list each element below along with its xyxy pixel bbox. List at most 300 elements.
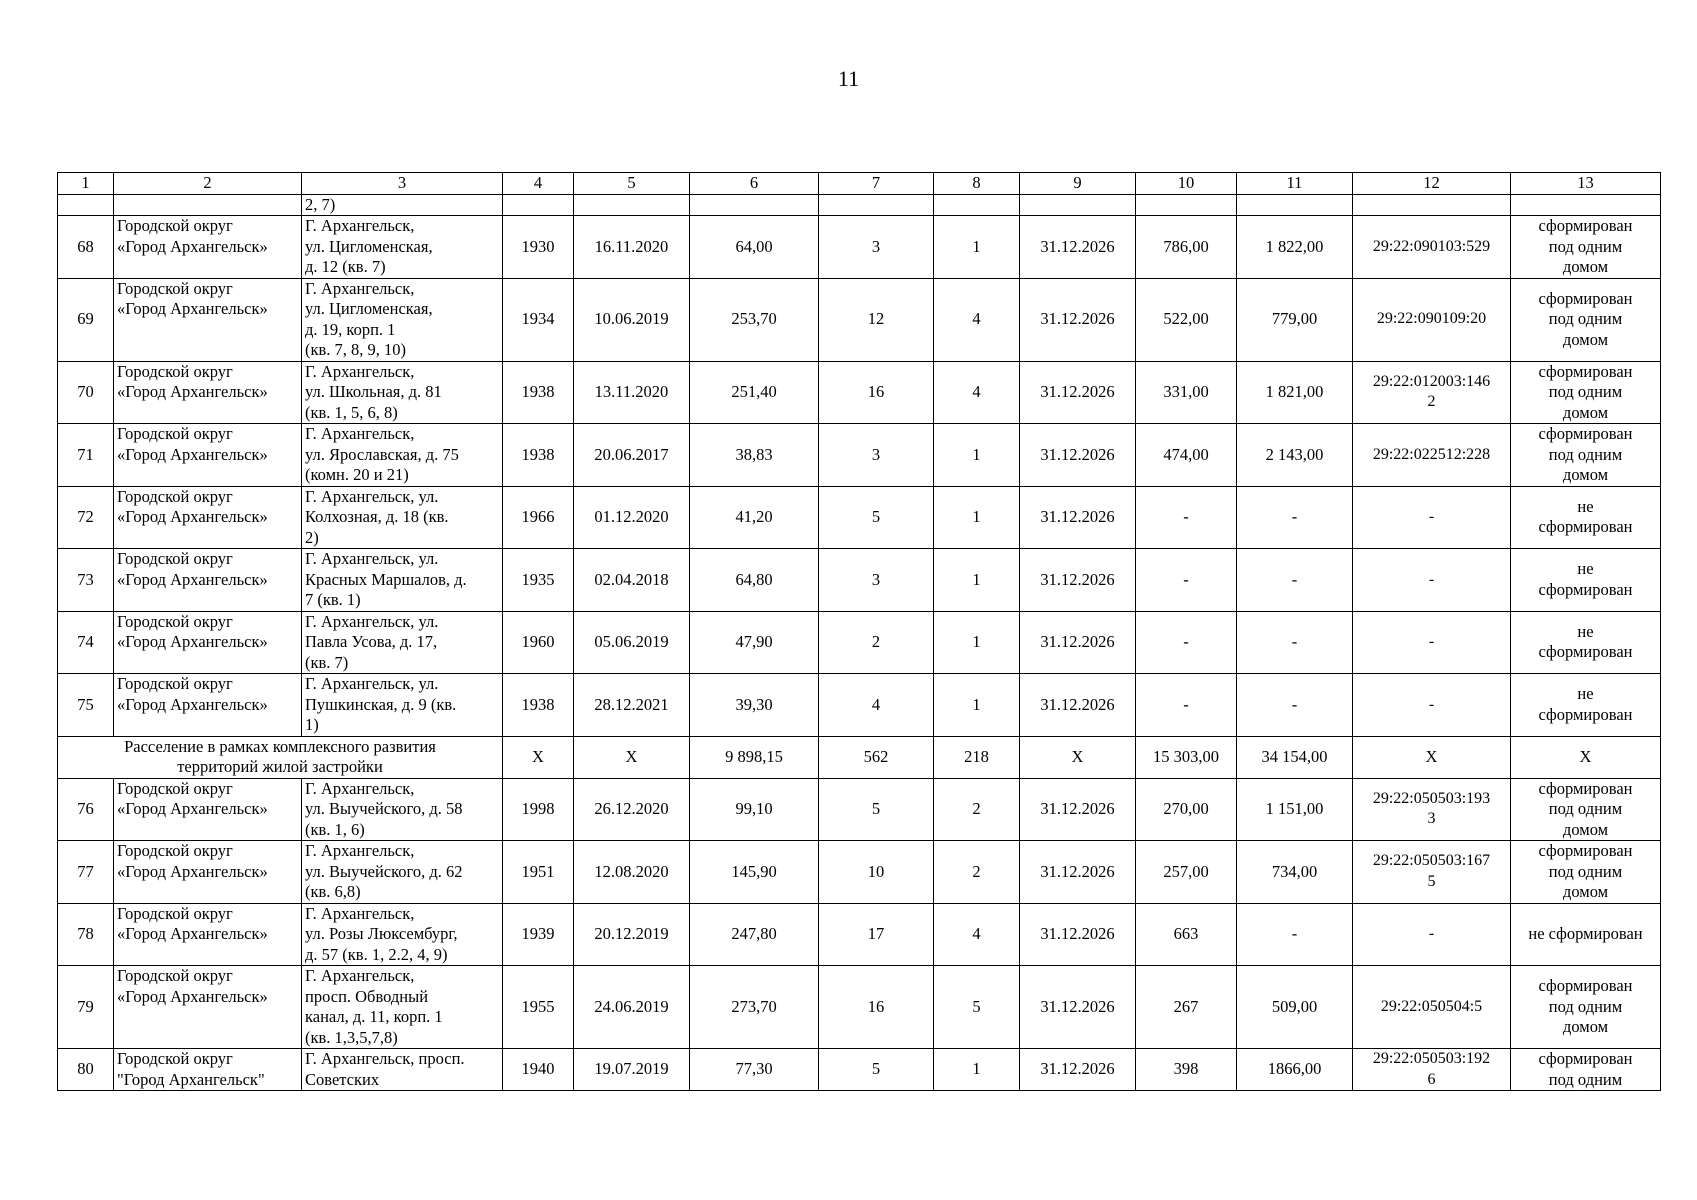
cell-status-line: под одним <box>1548 309 1623 329</box>
cell-deadline: 31.12.2026 <box>1020 674 1136 737</box>
cell-c10: 331,00 <box>1136 361 1237 424</box>
cell-premises: 1 <box>934 1049 1020 1091</box>
cell-year: 1939 <box>503 903 574 966</box>
cell-deadline: 31.12.2026 <box>1020 611 1136 674</box>
table-row <box>58 549 1661 612</box>
cell-premises: 5 <box>934 966 1020 1049</box>
cell-owner-line: Городской округ <box>117 549 233 568</box>
cell-address-line: Пушкинская, д. 9 (кв. <box>305 694 457 714</box>
cell <box>114 194 302 216</box>
cell-address-line: (кв. 6,8) <box>305 882 361 901</box>
table-row <box>58 1049 1661 1091</box>
cell-status-line: домом <box>1562 882 1609 901</box>
summary-c8: 218 <box>934 736 1020 778</box>
cell-owner-line: «Город Архангельск» <box>117 236 268 256</box>
cell-cadastral <box>1353 841 1511 904</box>
cell-address-line: канал, д. 11, корп. 1 <box>305 1007 443 1026</box>
cell-date: 20.06.2017 <box>574 424 690 487</box>
cell-status-line: не <box>1577 496 1594 516</box>
cell-owner-line: «Город Архангельск» <box>117 444 268 464</box>
cell-cadastral <box>1353 424 1511 487</box>
cell-status-line: не <box>1577 684 1594 704</box>
cell <box>1353 194 1511 216</box>
cell-cadastral <box>1353 611 1511 674</box>
summary-c6: 9 898,15 <box>690 736 819 778</box>
cell-cadastral-line: 29:22:012003:146 <box>1372 372 1491 390</box>
table-body <box>58 173 1661 1091</box>
cell-c11: - <box>1237 549 1353 612</box>
cell-deadline: 31.12.2026 <box>1020 966 1136 1049</box>
table-row <box>58 841 1661 904</box>
cell-cadastral <box>1353 549 1511 612</box>
cell-cadastral-line: 6 <box>1427 1070 1436 1088</box>
cell-status-line: домом <box>1562 1017 1609 1037</box>
resettlement-table <box>57 172 1661 1091</box>
cell-people: 3 <box>819 424 934 487</box>
cell-status <box>1511 361 1661 424</box>
cell-status-line: под одним <box>1548 861 1623 881</box>
cell <box>503 194 574 216</box>
cell-c10: - <box>1136 674 1237 737</box>
cell-year: 1930 <box>503 216 574 279</box>
cell-address-line: (кв. 7, 8, 9, 10) <box>305 340 407 359</box>
cell-cadastral <box>1353 486 1511 549</box>
column-number: 6 <box>690 173 819 195</box>
cell-number: 75 <box>58 674 114 737</box>
cell-number: 78 <box>58 903 114 966</box>
cell-date: 13.11.2020 <box>574 361 690 424</box>
cell-c11: 1 151,00 <box>1237 778 1353 841</box>
cell-c11: - <box>1237 486 1353 549</box>
cell-cadastral-line: 2 <box>1427 393 1436 411</box>
cell-address-line: Г. Архангельск, ул. <box>305 549 439 568</box>
cell-deadline: 31.12.2026 <box>1020 361 1136 424</box>
cell-status-line: под одним <box>1548 996 1623 1016</box>
cell-people: 16 <box>819 361 934 424</box>
cell-deadline: 31.12.2026 <box>1020 486 1136 549</box>
cell-date: 05.06.2019 <box>574 611 690 674</box>
cell-date: 20.12.2019 <box>574 903 690 966</box>
cell-address-line: Г. Архангельск, <box>305 361 415 381</box>
cell-status-line: сформирован <box>1538 579 1633 599</box>
cell-status-line: домом <box>1562 257 1609 276</box>
summary-row <box>58 736 1661 778</box>
cell-date: 01.12.2020 <box>574 486 690 549</box>
cell-status-line: сформирован <box>1538 216 1633 235</box>
column-number: 5 <box>574 173 690 195</box>
cell-year: 1938 <box>503 424 574 487</box>
cell-premises: 1 <box>934 424 1020 487</box>
cell-year: 1938 <box>503 674 574 737</box>
cell-address-line: ул. Выучейского, д. 58 <box>305 799 463 818</box>
cell-status-line: сформирован <box>1538 778 1633 798</box>
cell <box>1020 194 1136 216</box>
cell-owner <box>114 778 302 841</box>
cell-address-line: 2) <box>305 527 319 547</box>
cell <box>934 194 1020 216</box>
cell-address-line: Г. Архангельск, <box>305 903 415 923</box>
column-number: 13 <box>1511 173 1661 195</box>
cell-area: 47,90 <box>690 611 819 674</box>
cell <box>1136 194 1237 216</box>
cell-address-line: Г. Архангельск, <box>305 216 415 235</box>
cell-premises: 1 <box>934 486 1020 549</box>
cell-status-line: домом <box>1562 329 1609 349</box>
cell-number: 68 <box>58 216 114 279</box>
cell-owner-line: «Город Архангельск» <box>117 799 268 818</box>
cell-owner-line: Городской округ <box>117 841 233 860</box>
page-number: 11 <box>837 66 860 91</box>
cell-address-line: д. 57 (кв. 1, 2.2, 4, 9) <box>305 944 448 964</box>
cell-c10: 474,00 <box>1136 424 1237 487</box>
cell-address <box>302 486 503 549</box>
cell-address-line: Г. Архангельск, <box>305 278 415 298</box>
cell-area: 247,80 <box>690 903 819 966</box>
cell-cadastral <box>1353 278 1511 361</box>
cell-address-line: Г. Архангельск, <box>305 841 415 860</box>
summary-label-line: Расселение в рамках комплексного развития <box>124 736 436 756</box>
cell-status <box>1511 486 1661 549</box>
summary-c12: X <box>1353 736 1511 778</box>
summary-label-line: территорий жилой застройки <box>177 757 383 776</box>
cell-cadastral <box>1353 674 1511 737</box>
cell-address: 2, 7) <box>302 194 503 216</box>
column-number: 1 <box>58 173 114 195</box>
table-row <box>58 966 1661 1049</box>
cell-owner <box>114 674 302 737</box>
cell-address-line: ул. Цигломенская, <box>305 299 433 318</box>
cell-date: 16.11.2020 <box>574 216 690 279</box>
summary-c11: 34 154,00 <box>1237 736 1353 778</box>
cell-year: 1955 <box>503 966 574 1049</box>
cell-status <box>1511 778 1661 841</box>
cell-cadastral-line: - <box>1428 695 1435 713</box>
cell-status-line: под одним <box>1548 444 1623 464</box>
cell-address-line: Г. Архангельск, <box>305 424 415 443</box>
continuation-row <box>58 194 1661 216</box>
cell-address-line: Г. Архангельск, ул. <box>305 674 439 693</box>
cell-deadline: 31.12.2026 <box>1020 424 1136 487</box>
cell-c10: 398 <box>1136 1049 1237 1091</box>
cell-status <box>1511 611 1661 674</box>
cell-address-line: Красных Маршалов, д. <box>305 569 467 589</box>
cell-status <box>1511 841 1661 904</box>
cell-premises: 2 <box>934 841 1020 904</box>
cell-owner-line: «Город Архангельск» <box>117 986 268 1006</box>
cell-cadastral-line: 29:22:090109:20 <box>1376 310 1487 328</box>
cell-address-line: 1) <box>305 715 319 734</box>
cell-date: 26.12.2020 <box>574 778 690 841</box>
cell-address <box>302 216 503 279</box>
cell-address <box>302 424 503 487</box>
cell-people: 10 <box>819 841 934 904</box>
table-row <box>58 674 1661 737</box>
column-number: 3 <box>302 173 503 195</box>
cell-status-line: сформирован <box>1538 1049 1633 1068</box>
cell-cadastral-line: 29:22:022512:228 <box>1372 445 1491 463</box>
cell-address-line: Г. Архангельск, ул. <box>305 611 439 631</box>
cell-area: 77,30 <box>690 1049 819 1091</box>
summary-label <box>58 736 503 778</box>
cell-cadastral <box>1353 966 1511 1049</box>
cell-people: 16 <box>819 966 934 1049</box>
cell-cadastral-line: - <box>1428 633 1435 650</box>
cell-owner <box>114 278 302 361</box>
cell-c11: 779,00 <box>1237 278 1353 361</box>
cell-year: 1960 <box>503 611 574 674</box>
cell-address-line: д. 19, корп. 1 <box>305 319 396 339</box>
cell-owner-line: «Город Архангельск» <box>117 382 268 401</box>
cell-cadastral <box>1353 361 1511 424</box>
cell-deadline: 31.12.2026 <box>1020 841 1136 904</box>
cell-address-line: 7 (кв. 1) <box>305 590 361 609</box>
cell-owner <box>114 216 302 279</box>
cell-c11: - <box>1237 903 1353 966</box>
cell-address-line: ул. Розы Люксембург, <box>305 924 458 943</box>
cell-area: 99,10 <box>690 778 819 841</box>
cell-owner <box>114 966 302 1049</box>
cell-status-line: сформирован <box>1538 841 1633 860</box>
cell-status-line: сформирован <box>1538 517 1633 537</box>
cell-c11: 734,00 <box>1237 841 1353 904</box>
cell-address <box>302 841 503 904</box>
cell-premises: 4 <box>934 903 1020 966</box>
cell <box>1511 194 1661 216</box>
cell-address-line: Советских <box>305 1069 380 1089</box>
cell-deadline: 31.12.2026 <box>1020 903 1136 966</box>
cell-owner-line: Городской округ <box>117 278 233 298</box>
cell-status-line: сформирован <box>1538 424 1633 443</box>
cell-status <box>1511 903 1661 966</box>
cell-c10: - <box>1136 611 1237 674</box>
cell-year: 1935 <box>503 549 574 612</box>
cell <box>819 194 934 216</box>
cell-cadastral <box>1353 216 1511 279</box>
summary-c9: X <box>1020 736 1136 778</box>
cell-owner-line: Городской округ <box>117 903 233 923</box>
cell-owner <box>114 1049 302 1091</box>
cell-cadastral-line: 5 <box>1427 872 1436 890</box>
cell-deadline: 31.12.2026 <box>1020 549 1136 612</box>
summary-c13: X <box>1511 736 1661 778</box>
cell-c10: - <box>1136 549 1237 612</box>
cell-c11: 1 821,00 <box>1237 361 1353 424</box>
cell-address-line: Колхозная, д. 18 (кв. <box>305 507 449 526</box>
cell-area: 64,00 <box>690 216 819 279</box>
cell-area: 145,90 <box>690 841 819 904</box>
cell-address-line: (комн. 20 и 21) <box>305 465 409 484</box>
cell-address-line: ул. Выучейского, д. 62 <box>305 861 463 881</box>
cell-people: 5 <box>819 1049 934 1091</box>
cell-address-line: Г. Архангельск, ул. <box>305 486 439 506</box>
cell-owner <box>114 611 302 674</box>
cell-address-line: (кв. 1, 6) <box>305 819 365 839</box>
table-row <box>58 424 1661 487</box>
cell-owner-line: Городской округ <box>117 966 233 985</box>
cell-address-line: (кв. 1, 5, 6, 8) <box>305 402 398 422</box>
cell-number: 74 <box>58 611 114 674</box>
cell-status <box>1511 674 1661 737</box>
cell-owner <box>114 903 302 966</box>
cell-area: 273,70 <box>690 966 819 1049</box>
cell-c10: 267 <box>1136 966 1237 1049</box>
cell-address-line: д. 12 (кв. 7) <box>305 257 386 276</box>
cell-cadastral-line: 29:22:050503:167 <box>1372 852 1491 870</box>
column-number: 12 <box>1353 173 1511 195</box>
cell-status <box>1511 966 1661 1049</box>
cell-owner-line: Городской округ <box>117 778 233 798</box>
cell-c10: - <box>1136 486 1237 549</box>
cell-people: 5 <box>819 486 934 549</box>
cell-cadastral <box>1353 778 1511 841</box>
cell-owner <box>114 486 302 549</box>
cell-deadline: 31.12.2026 <box>1020 216 1136 279</box>
cell-address-line: ул. Цигломенская, <box>305 236 433 256</box>
cell-address-line: ул. Школьная, д. 81 <box>305 382 442 401</box>
cell-people: 3 <box>819 216 934 279</box>
cell-number: 73 <box>58 549 114 612</box>
cell-status-line: не <box>1577 559 1594 579</box>
cell-address-line: (кв. 1,3,5,7,8) <box>305 1027 398 1047</box>
cell-year: 1934 <box>503 278 574 361</box>
cell-owner-line: «Город Архангельск» <box>117 924 268 943</box>
cell-address <box>302 903 503 966</box>
cell-date: 24.06.2019 <box>574 966 690 1049</box>
table-row <box>58 361 1661 424</box>
cell-address <box>302 611 503 674</box>
cell-owner-line: Городской округ <box>117 1049 233 1068</box>
cell-status-line: домом <box>1562 465 1609 484</box>
cell-owner-line: Городской округ <box>117 611 233 631</box>
cell-cadastral-line: - <box>1428 925 1435 942</box>
cell-year: 1966 <box>503 486 574 549</box>
cell-status-line: сформирован <box>1538 361 1633 381</box>
cell-status-line: сформирован <box>1538 976 1633 996</box>
table-row <box>58 903 1661 966</box>
cell-status-line: домом <box>1562 819 1609 839</box>
cell-c10: 257,00 <box>1136 841 1237 904</box>
cell-status-line: сформирован <box>1538 642 1633 662</box>
cell-c11: - <box>1237 674 1353 737</box>
cell-deadline: 31.12.2026 <box>1020 778 1136 841</box>
cell-people: 5 <box>819 778 934 841</box>
cell-number: 71 <box>58 424 114 487</box>
cell-owner <box>114 549 302 612</box>
cell-deadline: 31.12.2026 <box>1020 278 1136 361</box>
cell-c10: 270,00 <box>1136 778 1237 841</box>
cell-people: 3 <box>819 549 934 612</box>
column-number: 2 <box>114 173 302 195</box>
cell-status-line: сформирован <box>1538 288 1633 308</box>
cell-status <box>1511 549 1661 612</box>
cell-status-line: не сформирован <box>1528 924 1643 943</box>
cell-premises: 4 <box>934 278 1020 361</box>
cell-area: 251,40 <box>690 361 819 424</box>
cell-address-line: Г. Архангельск, просп. <box>305 1049 465 1068</box>
cell-premises: 4 <box>934 361 1020 424</box>
cell-address <box>302 966 503 1049</box>
cell-address <box>302 361 503 424</box>
table-row <box>58 611 1661 674</box>
table-row <box>58 278 1661 361</box>
summary-c7: 562 <box>819 736 934 778</box>
cell-number: 76 <box>58 778 114 841</box>
cell-owner-line: «Город Архангельск» <box>117 861 268 881</box>
cell-date: 28.12.2021 <box>574 674 690 737</box>
cell <box>1237 194 1353 216</box>
summary-c5: X <box>574 736 690 778</box>
cell-cadastral <box>1353 903 1511 966</box>
cell-address-line: Г. Архангельск, <box>305 966 415 985</box>
column-number: 7 <box>819 173 934 195</box>
cell-address-line: Павла Усова, д. 17, <box>305 632 438 651</box>
cell-owner-line: Городской округ <box>117 486 233 506</box>
cell-owner <box>114 841 302 904</box>
cell-cadastral-line: 29:22:050503:193 <box>1372 789 1491 807</box>
cell-date: 02.04.2018 <box>574 549 690 612</box>
cell-address-line: Г. Архангельск, <box>305 778 415 798</box>
cell-number: 79 <box>58 966 114 1049</box>
column-number: 4 <box>503 173 574 195</box>
cell-year: 1938 <box>503 361 574 424</box>
cell-owner-line: Городской округ <box>117 424 233 443</box>
cell-year: 1998 <box>503 778 574 841</box>
cell-address-line: ул. Ярославская, д. 75 <box>305 444 459 464</box>
cell-c10: 786,00 <box>1136 216 1237 279</box>
cell-date: 19.07.2019 <box>574 1049 690 1091</box>
cell-owner-line: «Город Архангельск» <box>117 569 268 589</box>
cell-date: 10.06.2019 <box>574 278 690 361</box>
cell-address <box>302 674 503 737</box>
cell-status-line: под одним <box>1548 799 1623 818</box>
cell-premises: 1 <box>934 216 1020 279</box>
table-row <box>58 486 1661 549</box>
cell-c11: 1 822,00 <box>1237 216 1353 279</box>
column-number: 10 <box>1136 173 1237 195</box>
table-row <box>58 778 1661 841</box>
cell-cadastral <box>1353 1049 1511 1091</box>
column-number: 9 <box>1020 173 1136 195</box>
cell-c11: 1866,00 <box>1237 1049 1353 1091</box>
cell-status-line: под одним <box>1548 1069 1623 1089</box>
column-number-row <box>58 173 1661 195</box>
summary-c4: X <box>503 736 574 778</box>
cell-deadline: 31.12.2026 <box>1020 1049 1136 1091</box>
cell-owner-line: Городской округ <box>117 361 233 381</box>
cell-status-line: сформирован <box>1538 704 1633 724</box>
cell-status-line: не <box>1577 621 1594 641</box>
cell-owner <box>114 424 302 487</box>
cell-people: 17 <box>819 903 934 966</box>
cell-cadastral-line: 29:22:090103:529 <box>1372 237 1491 255</box>
cell-number: 77 <box>58 841 114 904</box>
cell-number: 72 <box>58 486 114 549</box>
cell-c11: - <box>1237 611 1353 674</box>
cell-cadastral-line: 3 <box>1427 810 1436 828</box>
cell-people: 4 <box>819 674 934 737</box>
cell-address-line: (кв. 7) <box>305 652 349 672</box>
cell-area: 64,80 <box>690 549 819 612</box>
cell-premises: 1 <box>934 549 1020 612</box>
cell-status <box>1511 424 1661 487</box>
cell-year: 1940 <box>503 1049 574 1091</box>
cell <box>690 194 819 216</box>
cell-owner-line: Городской округ <box>117 216 233 235</box>
cell-cadastral-line: 29:22:050503:192 <box>1372 1050 1491 1067</box>
cell-status-line: домом <box>1562 402 1609 422</box>
column-number: 8 <box>934 173 1020 195</box>
cell-cadastral-line: 29:22:050504:5 <box>1380 997 1483 1015</box>
